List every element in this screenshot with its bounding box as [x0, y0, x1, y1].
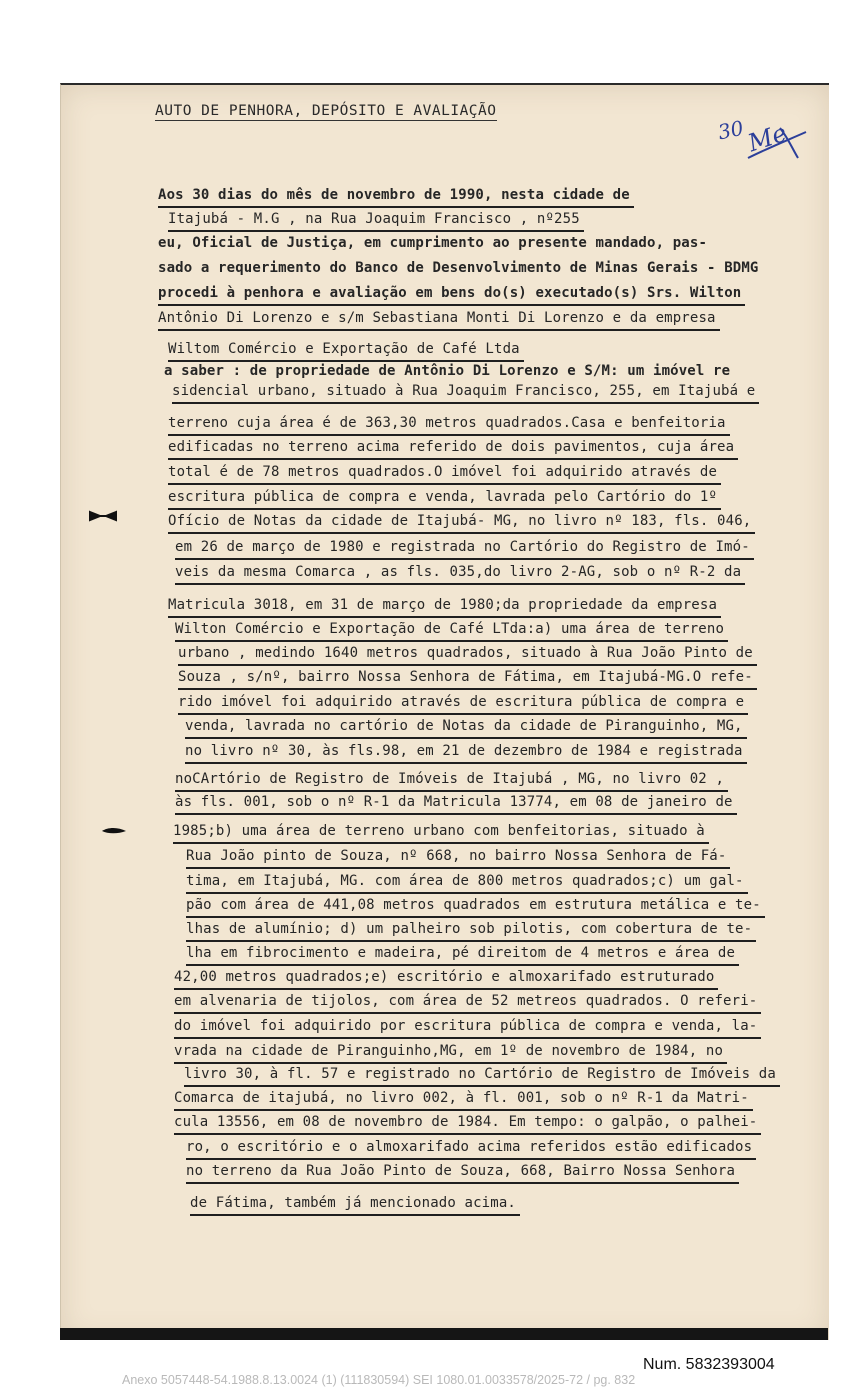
binding-mark-icon: [100, 826, 128, 836]
text-line: pão com área de 441,08 metros quadrados em estrutura metálica e te-: [186, 896, 761, 914]
text-line: Wilton Comércio e Exportação de Café LTda:a) uma área de terreno: [175, 620, 724, 638]
text-line: Matricula 3018, em 31 de março de 1980;da propriedade da empresa: [168, 596, 717, 614]
folio-initials: Me: [744, 118, 791, 158]
text-line: no livro nº 30, às fls.98, em 21 de dezembro de 1984 e registrada: [185, 742, 743, 760]
text-line: eu, Oficial de Justiça, em cumprimento ao presente mandado, pas-: [158, 235, 708, 251]
text-line: livro 30, à fl. 57 e registrado no Cartório de Registro de Imóveis da: [184, 1065, 776, 1083]
document-number: Num. 5832393004: [643, 1356, 775, 1373]
text-line: escritura pública de compra e venda, lavrada pelo Cartório do 1º: [168, 488, 717, 506]
text-line: edificadas no terreno acima referido de dois pavimentos, cuja área: [168, 438, 734, 456]
text-line: no terreno da Rua João Pinto de Souza, 668, Bairro Nossa Senhora: [186, 1162, 735, 1180]
folio-stamp: [715, 115, 808, 168]
document-title: AUTO DE PENHORA, DEPÓSITO E AVALIAÇÃO: [155, 103, 497, 119]
text-line: em alvenaria de tijolos, com área de 52 metreos quadrados. O referi-: [174, 992, 757, 1010]
text-line: total é de 78 metros quadrados.O imóvel foi adquirido através de: [168, 463, 717, 481]
text-line: veis da mesma Comarca , as fls. 035,do livro 2-AG, sob o nº R-2 da: [175, 563, 741, 581]
text-line: rido imóvel foi adquirido através de escritura pública de compra e: [178, 693, 744, 711]
text-line: tima, em Itajubá, MG. com área de 800 metros quadrados;c) um gal-: [186, 872, 744, 890]
scan-bottom-edge: [60, 1328, 828, 1340]
text-line: ro, o escritório e o almoxarifado acima referidos estão edificados: [186, 1138, 752, 1156]
text-line: venda, lavrada no cartório de Notas da cidade de Piranguinho, MG,: [185, 717, 743, 735]
text-line: lhas de alumínio; d) um palheiro sob pilotis, com cobertura de te-: [186, 920, 752, 938]
text-line: noCArtório de Registro de Imóveis de Itajubá , MG, no livro 02 ,: [175, 770, 724, 788]
text-line: Antônio Di Lorenzo e s/m Sebastiana Monti Di Lorenzo e da empresa: [158, 309, 716, 327]
text-line: 42,00 metros quadrados;e) escritório e almoxarifado estruturado: [174, 968, 714, 986]
text-line: de Fátima, também já mencionado acima.: [190, 1194, 516, 1212]
text-line: em 26 de março de 1980 e registrada no Cartório do Registro de Imó-: [175, 538, 750, 556]
text-line: sidencial urbano, situado à Rua Joaquim Francisco, 255, em Itajubá e: [172, 382, 755, 400]
text-line: do imóvel foi adquirido por escritura pública de compra e venda, la-: [174, 1017, 757, 1035]
text-line: 1985;b) uma área de terreno urbano com benfeitorias, situado à: [173, 822, 705, 840]
text-line: Ofício de Notas da cidade de Itajubá- MG, no livro nº 183, fls. 046,: [168, 512, 751, 530]
text-line: Itajubá - M.G , na Rua Joaquim Francisco , nº255: [168, 210, 580, 228]
binding-mark-icon: [88, 506, 118, 526]
text-line: Wiltom Comércio e Exportação de Café Ltda: [168, 340, 520, 358]
text-line: procedi à penhora e avaliação em bens do(s) executado(s) Srs. Wilton: [158, 284, 741, 302]
folio-number: 30: [715, 115, 746, 145]
text-line: sado a requerimento do Banco de Desenvolvimento de Minas Gerais - BDMG: [158, 260, 759, 276]
text-line: terreno cuja área é de 363,30 metros quadrados.Casa e benfeitoria: [168, 414, 726, 432]
text-line: às fls. 001, sob o nº R-1 da Matricula 13774, em 08 de janeiro de: [175, 793, 733, 811]
text-line: a saber : de propriedade de Antônio Di Lorenzo e S/M: um imóvel re: [164, 363, 731, 379]
folio-scribble: [715, 115, 808, 168]
text-line: vrada na cidade de Piranguinho,MG, em 1º de novembro de 1984, no: [174, 1042, 723, 1060]
text-line: Aos 30 dias do mês de novembro de 1990, nesta cidade de: [158, 186, 630, 204]
text-line: Comarca de itajubá, no livro 002, à fl. 001, sob o nº R-1 da Matri-: [174, 1089, 749, 1107]
text-line: Rua João pinto de Souza, nº 668, no bairro Nossa Senhora de Fá-: [186, 847, 726, 865]
text-line: urbano , medindo 1640 metros quadrados, situado à Rua João Pinto de: [178, 644, 753, 662]
footer-reference: Anexo 5057448-54.1988.8.13.0024 (1) (111830594) SEI 1080.01.0033578/2025-72 / pg. 832: [122, 1373, 636, 1387]
text-line: cula 13556, em 08 de novembro de 1984. Em tempo: o galpão, o palhei-: [174, 1113, 757, 1131]
text-line: Souza , s/nº, bairro Nossa Senhora de Fátima, em Itajubá-MG.O refe-: [178, 668, 753, 686]
text-line: lha em fibrocimento e madeira, pé direitom de 4 metros e área de: [186, 944, 735, 962]
